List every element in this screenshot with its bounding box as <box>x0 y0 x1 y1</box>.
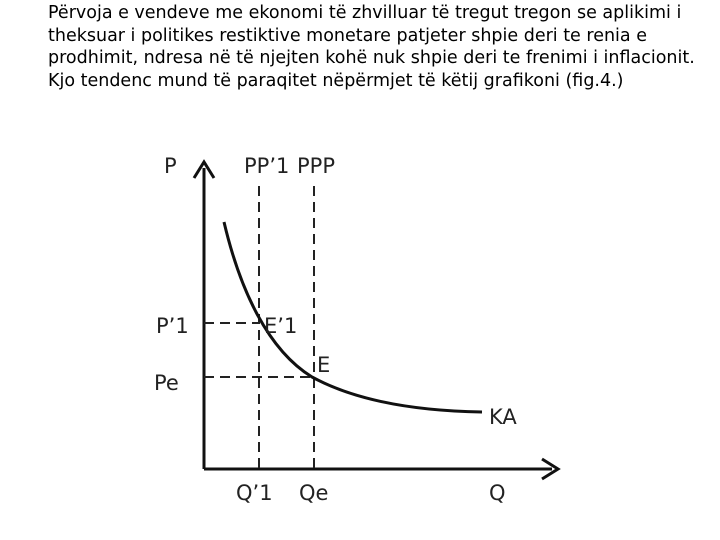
e1-label: E’1 <box>264 314 298 338</box>
qe-label: Qe <box>299 481 329 505</box>
e-label: E <box>317 353 331 377</box>
q1-label: Q’1 <box>236 481 273 505</box>
p1-label: P’1 <box>156 314 189 338</box>
ka-curve <box>224 222 482 412</box>
ppp-label: PPP <box>297 154 335 178</box>
figure-caption: Kjo tendenc mund të paraqitet nëpërmjet të këtij grafikoni (fig.4.) <box>48 70 624 91</box>
pe-label: Pe <box>154 371 179 395</box>
body-paragraph: Përvoja e vendeve me ekonomi të zhvilluar të tregut tregon se aplikimi i theksuar i politikes restiktive monetare patjeter shpie deri te renia e prodhimit, ndresa në të njejten kohë nuk shpie deri te frenimi i inflacionit. <box>48 3 695 68</box>
pp1-label: PP’1 <box>244 154 290 178</box>
ka-label: KA <box>489 405 517 429</box>
x-axis-label: Q <box>489 481 506 505</box>
y-axis-label: P <box>164 154 177 178</box>
